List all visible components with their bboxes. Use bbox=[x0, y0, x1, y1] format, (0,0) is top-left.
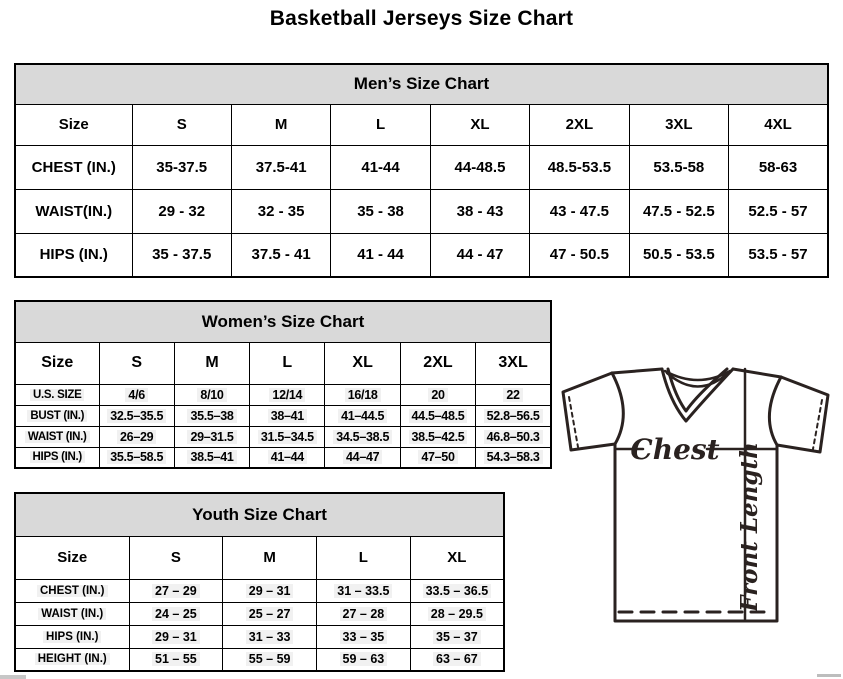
size-value-cell: 16/18 bbox=[325, 384, 400, 405]
column-header: M bbox=[174, 342, 249, 384]
size-value-cell: 20 bbox=[400, 384, 475, 405]
column-header: L bbox=[250, 342, 325, 384]
column-header: XL bbox=[325, 342, 400, 384]
size-value-cell: 25 – 27 bbox=[223, 602, 317, 625]
header-row bbox=[15, 104, 828, 145]
table-row bbox=[15, 405, 551, 426]
jersey-left-armhole bbox=[612, 373, 623, 444]
size-value-cell: 37.5 - 41 bbox=[231, 233, 330, 277]
size-value-cell: 38.5–41 bbox=[174, 447, 249, 468]
size-value-cell: 41 - 44 bbox=[331, 233, 430, 277]
jersey-right-armhole bbox=[769, 377, 781, 445]
size-value-cell: 44-48.5 bbox=[430, 145, 529, 189]
size-value-cell: 50.5 - 53.5 bbox=[629, 233, 728, 277]
column-header: 3XL bbox=[629, 104, 728, 145]
row-label: CHEST (IN.) bbox=[15, 145, 132, 189]
table-row bbox=[15, 625, 504, 648]
page-title: Basketball Jerseys Size Chart bbox=[269, 7, 574, 30]
size-value-cell: 44.5–48.5 bbox=[400, 405, 475, 426]
column-header: XL bbox=[430, 104, 529, 145]
size-value-cell: 29 – 31 bbox=[129, 625, 223, 648]
size-value-cell: 8/10 bbox=[174, 384, 249, 405]
size-value-cell: 27 – 29 bbox=[129, 579, 223, 602]
size-value-cell: 38 - 43 bbox=[430, 189, 529, 233]
size-value-cell: 33 – 35 bbox=[317, 625, 411, 648]
column-header: 2XL bbox=[530, 104, 629, 145]
row-label: BUST (IN.) bbox=[15, 405, 99, 426]
size-value-cell: 59 – 63 bbox=[317, 648, 411, 671]
column-header: L bbox=[317, 536, 411, 579]
column-header: Size bbox=[15, 342, 99, 384]
size-value-cell: 38–41 bbox=[250, 405, 325, 426]
size-value-cell: 32.5–35.5 bbox=[99, 405, 174, 426]
size-value-cell: 55 – 59 bbox=[223, 648, 317, 671]
column-header: M bbox=[231, 104, 330, 145]
size-value-cell: 35.5–38 bbox=[174, 405, 249, 426]
header-row bbox=[15, 342, 551, 384]
size-value-cell: 37.5-41 bbox=[231, 145, 330, 189]
size-value-cell: 41-44 bbox=[331, 145, 430, 189]
gray-bar-artifact-right bbox=[817, 674, 841, 677]
table-row bbox=[15, 145, 828, 189]
row-label: WAIST (IN.) bbox=[15, 602, 129, 625]
column-header: 3XL bbox=[476, 342, 551, 384]
table-row bbox=[15, 233, 828, 277]
column-header: S bbox=[132, 104, 231, 145]
size-value-cell: 29 - 32 bbox=[132, 189, 231, 233]
row-label: U.S. SIZE bbox=[15, 384, 99, 405]
row-label: HIPS (IN.) bbox=[15, 233, 132, 277]
table-row bbox=[15, 602, 504, 625]
size-value-cell: 47–50 bbox=[400, 447, 475, 468]
table-section-title: Youth Size Chart bbox=[15, 493, 504, 536]
size-value-cell: 31.5–34.5 bbox=[250, 426, 325, 447]
table-row bbox=[15, 189, 828, 233]
size-value-cell: 32 - 35 bbox=[231, 189, 330, 233]
table-section-title: Women’s Size Chart bbox=[15, 301, 551, 342]
size-value-cell: 35 - 38 bbox=[331, 189, 430, 233]
size-value-cell: 53.5 - 57 bbox=[729, 233, 828, 277]
row-label: WAIST(IN.) bbox=[15, 189, 132, 233]
size-value-cell: 47 - 50.5 bbox=[530, 233, 629, 277]
column-header: S bbox=[129, 536, 223, 579]
size-value-cell: 27 – 28 bbox=[317, 602, 411, 625]
size-value-cell: 12/14 bbox=[250, 384, 325, 405]
column-header: Size bbox=[15, 536, 129, 579]
column-header: XL bbox=[410, 536, 504, 579]
column-header: 4XL bbox=[729, 104, 828, 145]
size-value-cell: 48.5-53.5 bbox=[530, 145, 629, 189]
size-value-cell: 51 – 55 bbox=[129, 648, 223, 671]
size-value-cell: 41–44.5 bbox=[325, 405, 400, 426]
size-value-cell: 52.8–56.5 bbox=[476, 405, 551, 426]
jersey-right-sleeve bbox=[777, 377, 828, 452]
size-value-cell: 29 – 31 bbox=[223, 579, 317, 602]
table-row bbox=[15, 384, 551, 405]
size-value-cell: 35 - 37.5 bbox=[132, 233, 231, 277]
size-value-cell: 53.5-58 bbox=[629, 145, 728, 189]
size-value-cell: 28 – 29.5 bbox=[410, 602, 504, 625]
row-label: HIPS (IN.) bbox=[15, 625, 129, 648]
size-value-cell: 43 - 47.5 bbox=[530, 189, 629, 233]
column-header: S bbox=[99, 342, 174, 384]
size-value-cell: 52.5 - 57 bbox=[729, 189, 828, 233]
column-header: Size bbox=[15, 104, 132, 145]
size-value-cell: 41–44 bbox=[250, 447, 325, 468]
size-value-cell: 24 – 25 bbox=[129, 602, 223, 625]
size-value-cell: 58-63 bbox=[729, 145, 828, 189]
chest-label: Chest bbox=[630, 433, 720, 466]
size-value-cell: 31 – 33.5 bbox=[317, 579, 411, 602]
womens-size-chart bbox=[14, 300, 552, 469]
column-header: 2XL bbox=[400, 342, 475, 384]
row-label: HEIGHT (IN.) bbox=[15, 648, 129, 671]
front-length-label: Front Length bbox=[736, 442, 763, 612]
size-value-cell: 22 bbox=[476, 384, 551, 405]
table-row bbox=[15, 447, 551, 468]
size-value-cell: 46.8–50.3 bbox=[476, 426, 551, 447]
size-value-cell: 34.5–38.5 bbox=[325, 426, 400, 447]
size-value-cell: 29–31.5 bbox=[174, 426, 249, 447]
row-label: CHEST (IN.) bbox=[15, 579, 129, 602]
size-value-cell: 54.3–58.3 bbox=[476, 447, 551, 468]
jersey-left-sleeve bbox=[563, 373, 615, 450]
size-value-cell: 63 – 67 bbox=[410, 648, 504, 671]
youth-size-chart bbox=[14, 492, 505, 672]
column-header: L bbox=[331, 104, 430, 145]
table-row bbox=[15, 648, 504, 671]
column-header: M bbox=[223, 536, 317, 579]
size-value-cell: 31 – 33 bbox=[223, 625, 317, 648]
jersey-measurement-diagram bbox=[558, 362, 838, 632]
row-label: HIPS (IN.) bbox=[15, 447, 99, 468]
mens-size-chart bbox=[14, 63, 829, 278]
row-label: WAIST (IN.) bbox=[15, 426, 99, 447]
table-section-title: Men’s Size Chart bbox=[15, 64, 828, 104]
gray-bar-artifact-left bbox=[0, 675, 26, 679]
size-value-cell: 4/6 bbox=[99, 384, 174, 405]
size-value-cell: 33.5 – 36.5 bbox=[410, 579, 504, 602]
size-value-cell: 38.5–42.5 bbox=[400, 426, 475, 447]
jersey-shoulder-lines bbox=[612, 369, 781, 377]
size-value-cell: 35-37.5 bbox=[132, 145, 231, 189]
size-value-cell: 35 – 37 bbox=[410, 625, 504, 648]
header-row bbox=[15, 536, 504, 579]
table-row bbox=[15, 426, 551, 447]
size-value-cell: 44 - 47 bbox=[430, 233, 529, 277]
size-value-cell: 47.5 - 52.5 bbox=[629, 189, 728, 233]
size-value-cell: 26–29 bbox=[99, 426, 174, 447]
size-value-cell: 44–47 bbox=[325, 447, 400, 468]
table-row bbox=[15, 579, 504, 602]
size-value-cell: 35.5–58.5 bbox=[99, 447, 174, 468]
